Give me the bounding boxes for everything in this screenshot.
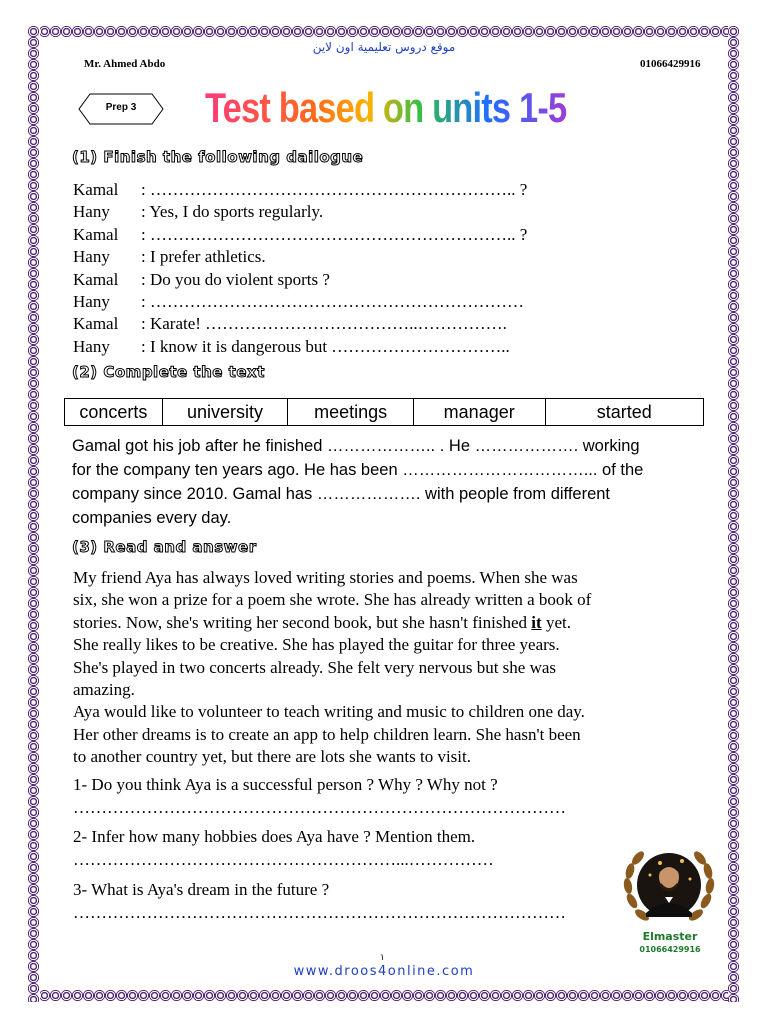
- line-text: : ……………………………………………………….. ?: [141, 224, 528, 244]
- passage-line: She really likes to be creative. She has played the guitar for three years.: [73, 635, 560, 655]
- level-label: Prep 3: [105, 102, 137, 113]
- line-text: : I know it is dangerous but …………………………..: [141, 336, 510, 356]
- word-bank-item: manager: [414, 399, 546, 425]
- brand-name: Elmaster: [642, 930, 698, 943]
- answer-line-3: ……………………………………………………………………………: [73, 903, 566, 922]
- passage-text: stories. Now, she's writing her second book, but she hasn't finished: [73, 612, 532, 632]
- passage-line: She's played in two concerts already. She felt very nervous but she was: [73, 657, 557, 677]
- page-border-right: [728, 26, 740, 1002]
- speaker: Hany: [73, 202, 110, 222]
- dialogue: [73, 179, 527, 358]
- author-name: Mr. Ahmed Abdo: [84, 58, 166, 70]
- test-title: Test based on units 1-5: [205, 84, 567, 131]
- section3-heading: (3) Read and answer: [72, 538, 257, 556]
- passage-line: Her other dreams is to create an app to help children learn. She hasn't been: [73, 724, 581, 744]
- word-bank-item: concerts: [65, 399, 163, 425]
- section2-heading: (2) Complete the text: [72, 363, 265, 381]
- brand-phone: 01066429916: [639, 945, 701, 954]
- speaker: Kamal: [73, 224, 119, 244]
- speaker: Kamal: [73, 314, 119, 334]
- level-badge: [78, 93, 164, 125]
- page-number: ١: [380, 952, 385, 962]
- line-text: : I prefer athletics.: [141, 247, 266, 267]
- word-bank-item: started: [596, 402, 652, 422]
- passage-line: six, she won a prize for a poem she wrote. She has already written a book of: [73, 590, 592, 610]
- passage-line: amazing.: [73, 680, 135, 700]
- author-phone: 01066429916: [640, 58, 701, 70]
- question-1: 1- Do you think Aya is a successful person ? Why ? Why not ?: [73, 775, 498, 794]
- passage-line: to another country yet, but there are lots she wants to visit.: [73, 747, 471, 767]
- answer-line-1: ……………………………………………………………………………: [73, 798, 566, 817]
- question-3: 3- What is Aya's dream in the future ?: [73, 880, 330, 899]
- dialogue-line: [73, 269, 527, 291]
- teacher-photo: [620, 841, 718, 936]
- site-arabic-title: موقع دروس تعليمية اون لاين: [312, 40, 456, 54]
- line-text: : Yes, I do sports regularly.: [141, 202, 324, 222]
- word-bank: [64, 398, 704, 426]
- speaker: Hany: [73, 247, 110, 267]
- dialogue-line: [73, 201, 527, 223]
- speaker: Hany: [73, 291, 110, 311]
- passage-line: Aya would like to volunteer to teach writing and music to children one day.: [73, 702, 585, 722]
- footer-url[interactable]: www.droos4online.com: [293, 964, 475, 979]
- speaker: Kamal: [73, 269, 119, 289]
- speaker: Hany: [73, 336, 110, 356]
- section1-heading: (1) Finish the following dailogue: [72, 148, 364, 166]
- dialogue-line: [73, 313, 527, 335]
- line-text: : …………………………………………………………: [141, 291, 524, 311]
- answer-line-2: …………………………………………………...……………: [73, 850, 494, 869]
- page-border-left: [28, 26, 40, 1002]
- dialogue-line: [73, 224, 527, 246]
- text-line: companies every day.: [72, 509, 232, 527]
- dialogue-line: [73, 336, 527, 358]
- passage-line: My friend Aya has always loved writing stories and poems. When she was: [73, 568, 578, 587]
- speaker: Kamal: [73, 180, 119, 199]
- word-bank-item: meetings: [288, 399, 414, 425]
- line-text: : ……………………………………………………….. ?: [141, 180, 528, 199]
- underlined-word: it: [531, 612, 542, 632]
- completion-text: [72, 434, 712, 530]
- dialogue-line: [73, 179, 527, 201]
- line-text: : Karate! ………………………………..…………….: [141, 314, 507, 334]
- reading-passage: [73, 567, 713, 769]
- page-border-bottom: [28, 990, 740, 1002]
- dialogue-line: [73, 291, 527, 313]
- text-line: Gamal got his job after he finished ……………….. . He ………………. working: [72, 437, 640, 455]
- line-text: : Do you do violent sports ?: [141, 269, 330, 289]
- passage-text: yet.: [541, 612, 571, 632]
- text-line: for the company ten years ago. He has been ……………………………... of the: [72, 461, 644, 479]
- question-2: 2- Infer how many hobbies does Aya have ? Mention them.: [73, 827, 476, 846]
- page-border-top: [28, 26, 740, 38]
- passage-line: [73, 612, 713, 634]
- dialogue-line: [73, 246, 527, 268]
- text-line: company since 2010. Gamal has ………………. with people from different: [72, 485, 611, 503]
- word-bank-item: university: [163, 399, 289, 425]
